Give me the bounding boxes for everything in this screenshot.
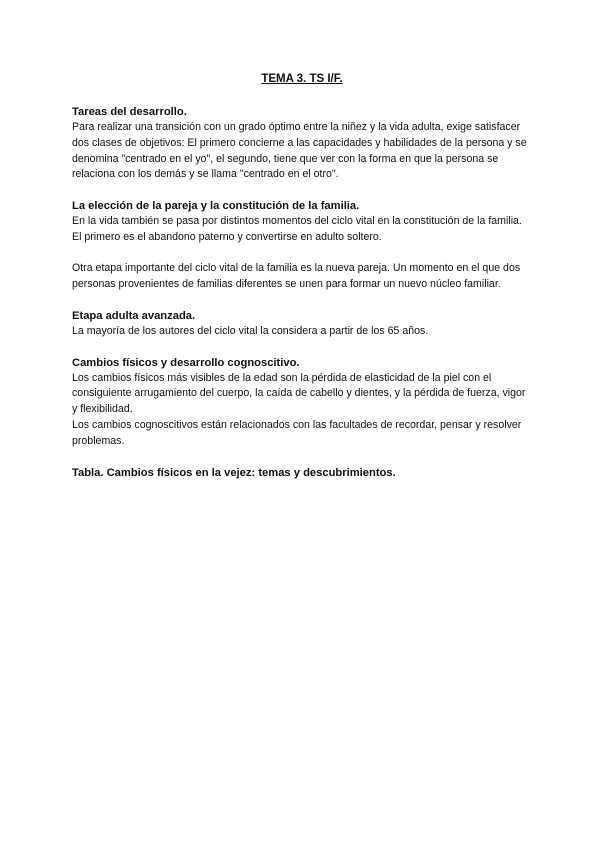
section-eleccion-pareja: [72, 198, 532, 293]
paragraph: Los cambios físicos más visibles de la edad son la pérdida de elasticidad de la piel con el consiguiente arrugamiento del cuerpo, la caída de cabello y dientes, y la pérdida de fuerza, vigor y flexibilidad.: [72, 371, 526, 416]
section-heading: La elección de la pareja y la constitución de la familia.: [72, 200, 360, 213]
section-heading: Cambios físicos y desarrollo cognoscitivo.: [72, 356, 300, 369]
section-heading: Tareas del desarrollo.: [72, 106, 187, 118]
section-cambios-fisicos: [72, 355, 532, 450]
section-etapa-adulta-avanzada: [72, 308, 532, 340]
paragraph: Otra etapa importante del ciclo vital de la familia es la nueva pareja. Un momento en el que dos personas provenientes de familias diferentes se unen para formar un nuevo núcleo familiar.: [72, 262, 521, 291]
paragraph: La mayoría de los autores del ciclo vital la considera a partir de los 65 años.: [72, 324, 429, 337]
paragraph: Los cambios cognoscitivos están relacionados con las facultades de recordar, pensar y resolver problemas.: [72, 419, 522, 447]
document-title: TEMA 3. TS I/F.: [261, 73, 343, 85]
section-heading: Etapa adulta avanzada.: [72, 309, 196, 322]
section-tareas-desarrollo: [72, 104, 532, 183]
section-tabla-cambios: [72, 465, 532, 481]
table-caption: Tabla. Cambios físicos en la vejez: temas y descubrimientos.: [72, 466, 396, 479]
document-page: [72, 72, 532, 496]
paragraph: En la vida también se pasa por distintos momentos del ciclo vital en la constitución de la familia. El primero es el abandono paterno y convertirse en adulto soltero.: [72, 215, 522, 243]
paragraph: Para realizar una transición con un grado óptimo entre la niñez y la vida adulta, exige satisfacer dos clases de objetivos: El primero concierne a las capacidades y habilidades de la persona y se denomina "centrado en el yo", el segundo, tiene que ver con la forma en que la persona se relaciona con los demás y se llama "centrado en el otro".: [72, 121, 527, 181]
